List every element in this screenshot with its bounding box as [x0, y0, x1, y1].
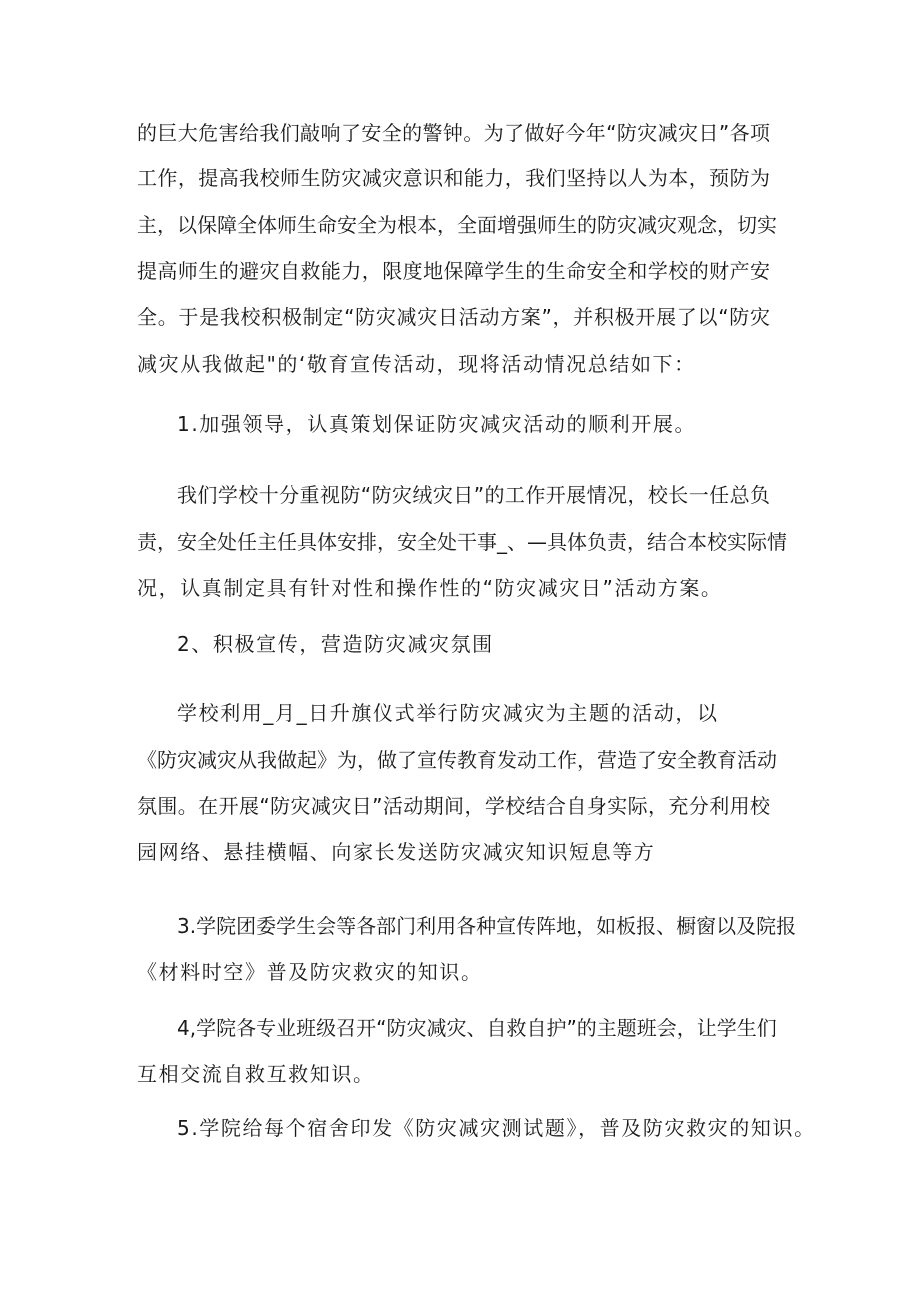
para1-line-2: 责，安全处任主任具体安排，安全处干事_、—具体负责，结合本校实际情 — [137, 530, 787, 554]
intro-line-6: 减灾从我做起"的‘敬育宣传活动，现将活动情况总结如下： — [137, 352, 696, 376]
intro-line-1: 的巨大危害给我们敲响了安全的警钟。为了做好今年“防灾减灾日”各项 — [137, 121, 770, 145]
item4-line-1: 4,学院各专业班级召开“防灾减灾、自救自护”的主题班会，让学生们 — [177, 1016, 777, 1040]
item3-line-2: 《材料时空》普及防灾救灾的知识。 — [137, 960, 483, 984]
para2-line-3: 氛围。在开展“防灾减灾日”活动期间，学校结合自身实际，充分利用校 — [137, 794, 770, 818]
intro-line-2: 工作，提高我校师生防灾减灾意识和能力，我们坚持以人为本，预防为 — [137, 166, 770, 190]
intro-line-4: 提高师生的避灾自救能力，限度地保障学生的生命安全和学校的财产安 — [137, 259, 770, 283]
para2-line-4: 园网络、悬挂横幅、向家长发送防灾减灾知识短息等方 — [137, 840, 656, 864]
para1-line-1: 我们学校十分重视防“防灾绒灾日”的工作开展情况，校长一任总负 — [177, 483, 770, 507]
item4-line-2: 互相交流自救互救知识。 — [137, 1062, 375, 1086]
section-heading-2: 2、积极宣传，营造防灾减灾氛围 — [177, 632, 494, 656]
para2-line-2: 《防灾减灾从我做起》为，做了宣传教育发动工作，营造了安全教育活动 — [137, 748, 777, 772]
item5-line-1: 5.学院给每个宿舍印发《防灾减灾测试题》，普及防灾救灾的知识。 — [177, 1116, 816, 1140]
para2-line-1: 学校利用_月_日升旗仪式举行防灾减灾为主题的活动，以 — [177, 701, 719, 725]
item3-line-1: 3.学院团委学生会等各部门利用各种宣传阵地，如板报、橱窗以及院报 — [177, 914, 797, 938]
intro-line-3: 主，以保障全体师生命安全为根本，全面增强师生的防灾减灾观念，切实 — [137, 213, 777, 237]
section-heading-1: 1.加强领导，认真策划保证防灾减灾活动的顺利开展。 — [177, 412, 697, 436]
intro-line-5: 全。于是我校积极制定“防灾减灾日活动方案”，并积极开展了以“防灾 — [137, 305, 770, 329]
para1-line-3: 况，认真制定具有针对性和操作性的“防灾减灾日”活动方案。 — [137, 576, 723, 600]
